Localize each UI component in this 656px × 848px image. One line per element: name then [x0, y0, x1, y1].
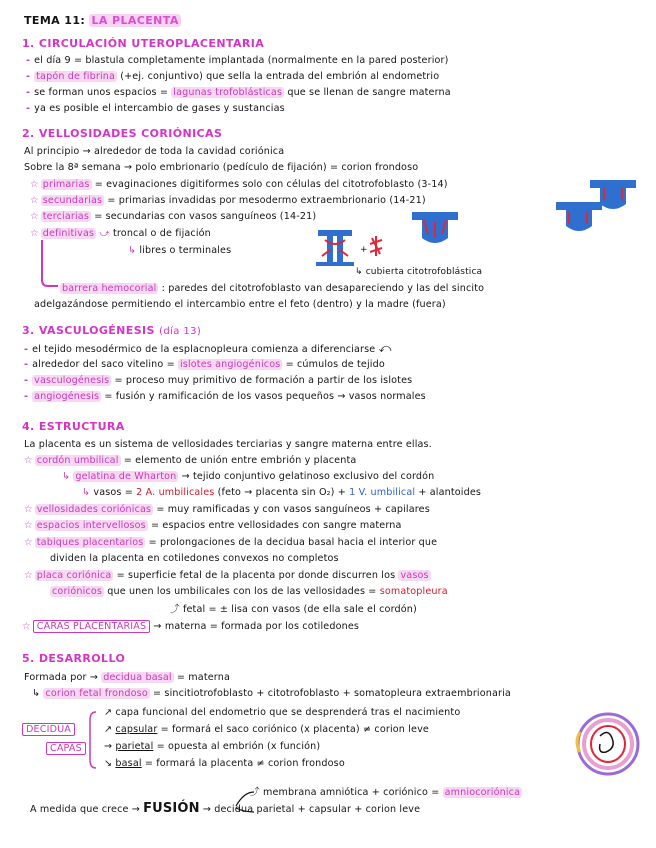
- villus-secondary-drawing: [556, 202, 602, 231]
- section-2-heading: 2. VELLOSIDADES CORIÓNICAS: [22, 127, 223, 140]
- s2-cubierta-label: ↳ cubierta citotrofoblástica: [355, 267, 483, 277]
- s4-fetal: ⤴ fetal = ± lisa con vasos (de ella sale el cordón): [170, 604, 417, 615]
- s3-line-1: - el tejido mesodérmico de la esplacnopleura comienza a diferenciarse ⤺: [24, 341, 392, 355]
- s2-definitivas-b: ↳ libres o terminales: [128, 245, 232, 256]
- decidua-bracket: [90, 712, 96, 768]
- s4-cordon: ☆ cordón umbilical = elemento de unión entre embrión y placenta: [24, 455, 357, 466]
- s4-placa: ☆ placa coriónica = superficie fetal de la placenta por donde discurren los vasos: [24, 570, 429, 581]
- s3-line-3: - vasculogénesis = proceso muy primitivo de formación a partir de los islotes: [24, 375, 413, 386]
- s1-line-1: - el día 9 = blastula completamente implantada (normalmente en la pared posterior): [26, 55, 449, 66]
- villus-definitive-drawing: [316, 230, 382, 266]
- s1-line-4: - ya es posible el intercambio de gases y sustancias: [26, 103, 285, 114]
- s4-wharton: ↳ gelatina de Wharton → tejido conjuntivo gelatinoso exclusivo del cordón: [62, 471, 435, 482]
- s5-fusion-1: ⤴ membrana amniótica + coriónico = amniocoriónica: [250, 787, 521, 798]
- s2-definitivas: ☆ definitivas ⤻ troncal o de fijación: [30, 228, 211, 239]
- section-3-heading: 3. VASCULOGÉNESIS (día 13): [22, 324, 202, 337]
- s4-placa-2: coriónicos que unen los umbilicales con los de las vellosidades = somatopleura: [52, 586, 448, 597]
- s4-tabiques-2: dividen la placenta en cotiledones convexos no completos: [50, 553, 339, 564]
- s1-line-3: - se forman unos espacios = lagunas trofoblásticas que se llenan de sangre materna: [26, 87, 451, 98]
- s5-capa-funcional: ↗ capa funcional del endometrio que se desprenderá tras el nacimiento: [104, 707, 461, 718]
- s5-line-1: Formada por → decidua basal = materna: [24, 672, 230, 683]
- s5-basal: ↘ basal = formará la placenta ≠ corion frondoso: [104, 758, 345, 769]
- s2-secundarias: ☆ secundarias = primarias invadidas por mesodermo extraembrionario (14-21): [30, 195, 426, 206]
- s3-line-4: - angiogénesis = fusión y ramificación de los vasos pequeños → vasos normales: [24, 391, 426, 402]
- s4-vasos: ↳ vasos = 2 A. umbilicales (feto → placenta sin O₂) + 1 V. umbilical + alantoides: [82, 487, 482, 498]
- capas-label: CAPAS: [46, 742, 86, 755]
- s4-vellosidades: ☆ vellosidades coriónicas = muy ramificadas y con vasos sanguíneos + capilares: [24, 504, 430, 515]
- s4-caras: ☆ CARAS PLACENTARIAS → materna = formada por los cotiledones: [22, 621, 360, 632]
- s2-line-2: Sobre la 8ª semana → polo embrionario (pedículo de fijación) = corion frondoso: [24, 162, 419, 173]
- fusion-brace: [236, 792, 254, 812]
- s3-line-2: - alrededor del saco vitelino = islotes angiogénicos = cúmulos de tejido: [24, 359, 385, 370]
- embryo-uterus-drawing: [577, 714, 638, 774]
- s2-barrera-2: adelgazándose permitiendo el intercambio entre el feto (dentro) y la madre (fuera): [34, 299, 446, 310]
- s5-parietal: → parietal = opuesta al embrión (x función): [104, 741, 321, 752]
- s5-fusion-row: A medida que crece → FUSIÓN → decidua parietal + capsular + corion leve: [30, 801, 421, 816]
- s4-tabiques: ☆ tabiques placentarios = prolongaciones de la decidua basal hacia el interior que: [24, 537, 438, 548]
- s5-capsular: ↗ capsular = formará el saco coriónico (x placenta) ≠ corion leve: [104, 724, 429, 735]
- s2-primarias: ☆ primarias = evaginaciones digitiformes solo con células del citotrofoblasto (3-14): [30, 179, 448, 190]
- section-5-heading: 5. DESARROLLO: [22, 652, 126, 665]
- svg-text:+: +: [360, 245, 368, 255]
- s4-intro: La placenta es un sistema de vellosidades terciarias y sangre materna entre ellas.: [24, 439, 432, 450]
- section-4-heading: 4. ESTRUCTURA: [22, 420, 125, 433]
- s5-line-2: ↳ corion fetal frondoso = sincitiotrofoblasto + citotrofoblasto + somatopleura extraembrionaria: [32, 688, 511, 699]
- barrera-arrow: [42, 240, 58, 286]
- s2-terciarias: ☆ terciarias = secundarias con vasos sanguíneos (14-21): [30, 211, 317, 222]
- s4-espacios: ☆ espacios intervellosos = espacios entre vellosidades con sangre materna: [24, 520, 402, 531]
- section-1-heading: 1. CIRCULACIÓN UTEROPLACENTARIA: [22, 37, 265, 50]
- s2-line-1: Al principio → alrededor de toda la cavidad coriónica: [24, 146, 285, 157]
- page-title: TEMA 11: LA PLACENTA: [24, 14, 179, 27]
- s2-barrera: barrera hemocorial : paredes del citotrofoblasto van desapareciendo y las del sincito: [62, 283, 485, 294]
- villus-tertiary-drawing: [412, 212, 458, 243]
- s1-line-2: - tapón de fibrina (+ej. conjuntivo) que sella la entrada del embrión al endometrio: [26, 71, 440, 82]
- decidua-label: DECIDUA: [22, 723, 75, 736]
